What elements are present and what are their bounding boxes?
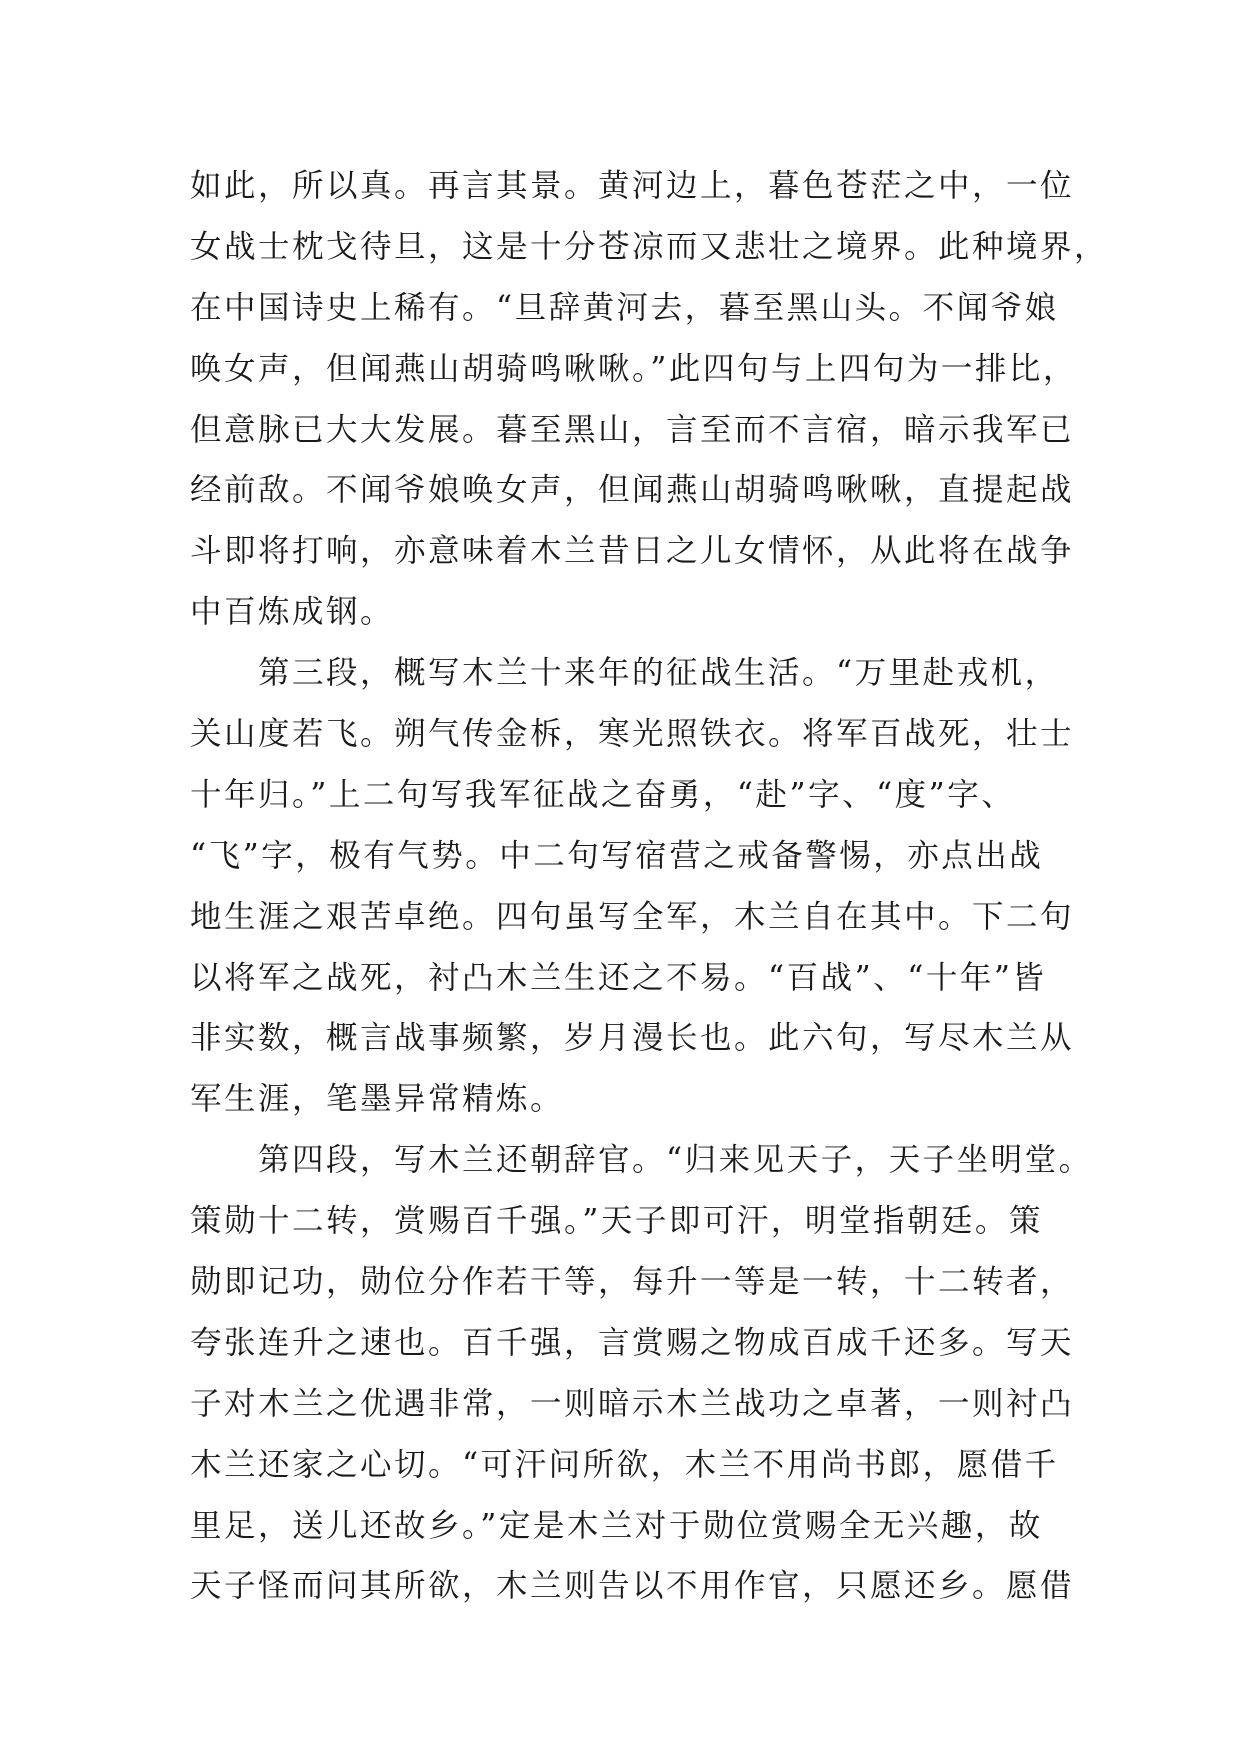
text-line: 非实数，概言战事频繁，岁月漫长也。此六句，写尽木兰从 bbox=[190, 1020, 1075, 1057]
text-line: 在中国诗史上稀有。“旦辞黄河去，暮至黑山头。不闻爷娘 bbox=[190, 289, 1059, 326]
text-line: 斗即将打响，亦意味着木兰昔日之儿女情怀，从此将在战争 bbox=[190, 533, 1075, 570]
paragraph-start-line: 第四段，写木兰还朝辞官。“归来见天子，天子坐明堂。 bbox=[258, 1142, 1093, 1179]
text-line: 以将军之战死，衬凸木兰生还之不易。“百战”、“十年”皆 bbox=[190, 959, 1047, 996]
paragraph-start-line: 第三段，概写木兰十来年的征战生活。“万里赴戎机， bbox=[258, 655, 1059, 692]
text-line: 关山度若飞。朔气传金柝，寒光照铁衣。将军百战死，壮士 bbox=[190, 716, 1075, 753]
text-line: 军生涯，笔墨异常精炼。 bbox=[190, 1081, 565, 1118]
text-line: 策勋十二转，赏赐百千强。”天子即可汗，明堂指朝廷。策 bbox=[190, 1203, 1043, 1240]
text-line: 但意脉已大大发展。暮至黑山，言至而不言宿，暗示我军已 bbox=[190, 411, 1075, 448]
text-line: 夸张连升之速也。百千强，言赏赐之物成百成千还多。写天 bbox=[190, 1324, 1075, 1361]
text-line: 经前敌。不闻爷娘唤女声，但闻燕山胡骑鸣啾啾，直提起战 bbox=[190, 472, 1075, 509]
text-line: 天子怪而问其所欲，木兰则告以不用作官，只愿还乡。愿借 bbox=[190, 1568, 1075, 1605]
document-body bbox=[190, 156, 1109, 1617]
text-line: 中百炼成钢。 bbox=[190, 594, 395, 631]
text-line: 子对木兰之优遇非常，一则暗示木兰战功之卓著，一则衬凸 bbox=[190, 1385, 1075, 1422]
text-line: 勋即记功，勋位分作若干等，每升一等是一转，十二转者， bbox=[190, 1264, 1075, 1301]
text-line: 唤女声，但闻燕山胡骑鸣啾啾。”此四句与上四句为一排比， bbox=[190, 350, 1077, 387]
text-line: “飞”字，极有气势。中二句写宿营之戒备警惕，亦点出战 bbox=[190, 837, 1044, 874]
text-line: 地生涯之艰苦卓绝。四句虽写全军，木兰自在其中。下二句 bbox=[190, 898, 1075, 935]
text-line: 木兰还家之心切。“可汗问所欲，木兰不用尚书郎，愿借千 bbox=[190, 1446, 1059, 1483]
text-line: 十年归。”上二句写我军征战之奋勇，“赴”字、“度”字、 bbox=[190, 776, 1016, 813]
text-line: 里足，送儿还故乡。”定是木兰对于勋位赏赐全无兴趣，故 bbox=[190, 1507, 1043, 1544]
text-line: 如此，所以真。再言其景。黄河边上，暮色苍茫之中，一位 bbox=[190, 168, 1075, 204]
text-line: 女战士枕戈待旦，这是十分苍凉而又悲壮之境界。此种境界， bbox=[190, 228, 1109, 265]
